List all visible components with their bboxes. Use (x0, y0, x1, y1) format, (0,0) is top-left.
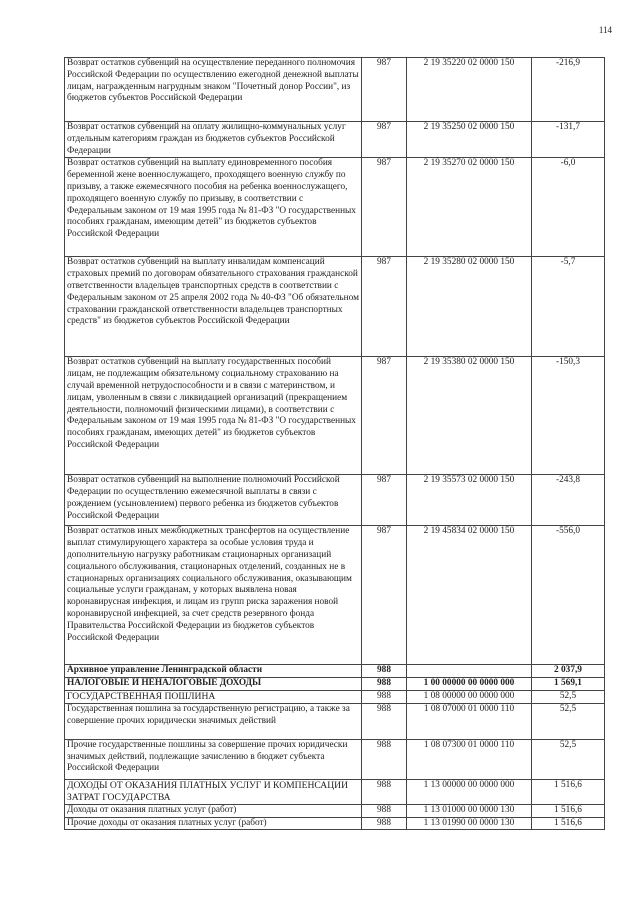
row-admin-code: 987 (362, 58, 407, 122)
row-description: Возврат остатков субвенций на осуществление переданного полномочия Российской Федерации по осуществлению ежегодной денежной выплаты лицам, награжденным нагрудным знаком "Почетный донор России", из бюджетов субъектов Российской Федерации (65, 58, 362, 122)
table-row (65, 817, 605, 830)
table-row (65, 690, 605, 703)
row-budget-code: 1 00 00000 00 0000 000 (407, 678, 532, 691)
row-description: Возврат остатков субвенций на выполнение полномочий Российской Федерации по осуществлению ежемесячной выплаты в связи с рождением (усыновлением) первого ребенка из бюджетов субъектов Российской Федерации (65, 475, 362, 526)
row-admin-code: 988 (362, 739, 407, 779)
row-admin-code: 988 (362, 690, 407, 703)
row-amount: -556,0 (532, 526, 605, 665)
row-budget-code: 1 13 00000 00 0000 000 (407, 779, 532, 804)
row-admin-code: 988 (362, 817, 407, 830)
row-admin-code: 988 (362, 804, 407, 817)
table-row (65, 158, 605, 257)
table-row (65, 779, 605, 804)
row-budget-code: 2 19 35220 02 0000 150 (407, 58, 532, 122)
row-budget-code: 2 19 35380 02 0000 150 (407, 357, 532, 475)
table-row (65, 739, 605, 779)
table-row (65, 703, 605, 739)
row-description: Архивное управление Ленинградской области (65, 665, 362, 678)
row-budget-code: 1 13 01990 00 0000 130 (407, 817, 532, 830)
row-budget-code: 1 08 07300 01 0000 110 (407, 739, 532, 779)
table-row (65, 804, 605, 817)
row-amount: -6,0 (532, 158, 605, 257)
row-amount: -243,8 (532, 475, 605, 526)
table-row (65, 357, 605, 475)
table-row (65, 526, 605, 665)
row-admin-code: 988 (362, 665, 407, 678)
budget-revenue-table (64, 57, 605, 830)
row-budget-code: 2 19 35250 02 0000 150 (407, 122, 532, 158)
row-description: ДОХОДЫ ОТ ОКАЗАНИЯ ПЛАТНЫХ УСЛУГ И КОМПЕНСАЦИИ ЗАТРАТ ГОСУДАРСТВА (65, 779, 362, 804)
row-admin-code: 988 (362, 779, 407, 804)
row-budget-code: 1 08 00000 00 0000 000 (407, 690, 532, 703)
row-budget-code: 2 19 35573 02 0000 150 (407, 475, 532, 526)
row-amount: -5,7 (532, 257, 605, 357)
row-amount: 52,5 (532, 703, 605, 739)
table-row (65, 475, 605, 526)
row-description: Возврат остатков иных межбюджетных трансфертов на осуществление выплат стимулирующего характера за особые условия труда и дополнительную нагрузку работникам стационарных организаций социального обслуживания, стационарных отделений, созданных не в стационарных организациях социального обслуживания, оказывающим социальные услуги гражданам, у которых выявлена новая коронавирусная инфекция, и лицам из групп риска заражения новой коронавирусной инфекцией, за счет средств резервного фонда Правительства Российской Федерации из бюджетов субъектов Российской Федерации (65, 526, 362, 665)
row-amount: 52,5 (532, 690, 605, 703)
table-row (65, 257, 605, 357)
row-description: Государственная пошлина за государственную регистрацию, а также за совершение прочих юридически значимых действий (65, 703, 362, 739)
row-amount: -150,3 (532, 357, 605, 475)
row-amount: -131,7 (532, 122, 605, 158)
row-amount: 1 516,6 (532, 817, 605, 830)
row-description: Доходы от оказания платных услуг (работ) (65, 804, 362, 817)
row-admin-code: 987 (362, 526, 407, 665)
row-amount: -216,9 (532, 58, 605, 122)
row-admin-code: 987 (362, 122, 407, 158)
row-admin-code: 988 (362, 703, 407, 739)
row-description: Возврат остатков субвенций на оплату жилищно-коммунальных услуг отдельным категориям граждан из бюджетов субъектов Российской Федерации (65, 122, 362, 158)
row-amount: 2 037,9 (532, 665, 605, 678)
row-description: Возврат остатков субвенций на выплату инвалидам компенсаций страховых премий по договорам обязательного страхования гражданской ответственности владельцев транспортных средств в соответствии с Федеральным законом от 25 апреля 2002 года № 40-ФЗ "Об обязательном страховании гражданской ответственности владельцев транспортных средств" из бюджетов субъектов Российской Федерации (65, 257, 362, 357)
row-admin-code: 987 (362, 475, 407, 526)
row-amount: 1 516,6 (532, 779, 605, 804)
row-description: ГОСУДАРСТВЕННАЯ ПОШЛИНА (65, 690, 362, 703)
row-budget-code: 1 13 01000 00 0000 130 (407, 804, 532, 817)
row-amount: 52,5 (532, 739, 605, 779)
table-row (65, 122, 605, 158)
row-description: Прочие доходы от оказания платных услуг (работ) (65, 817, 362, 830)
row-description: НАЛОГОВЫЕ И НЕНАЛОГОВЫЕ ДОХОДЫ (65, 678, 362, 691)
row-admin-code: 987 (362, 158, 407, 257)
row-budget-code: 2 19 35280 02 0000 150 (407, 257, 532, 357)
row-budget-code: 2 19 45834 02 0000 150 (407, 526, 532, 665)
row-description: Возврат остатков субвенций на выплату государственных пособий лицам, не подлежащим обязательному социальному страхованию на случай временной нетрудоспособности и в связи с материнством, и лицам, уволенным в связи с ликвидацией организаций (прекращением деятельности, полномочий физическими лицами), в соответствии с Федеральным законом от 19 мая 1995 года № 81-ФЗ "О государственных пособиях гражданам, имеющих детей" из бюджетов субъектов Российской Федерации (65, 357, 362, 475)
table-row-department-header (65, 665, 605, 678)
row-budget-code (407, 665, 532, 678)
row-amount: 1 569,1 (532, 678, 605, 691)
row-amount: 1 516,6 (532, 804, 605, 817)
row-budget-code: 1 08 07000 01 0000 110 (407, 703, 532, 739)
row-admin-code: 987 (362, 257, 407, 357)
table-row (65, 58, 605, 122)
row-admin-code: 988 (362, 678, 407, 691)
row-description: Возврат остатков субвенций на выплату единовременного пособия беременной жене военнослужащего, проходящего военную службу по призыву, а также ежемесячного пособия на ребенка военнослужащего, проходящего военную службу по призыву, в соответствии с Федеральным законом от 19 мая 1995 года № 81-ФЗ "О государственных пособиях гражданам, имеющим детей" из бюджетов субъектов Российской Федерации (65, 158, 362, 257)
table-row-section-total (65, 678, 605, 691)
row-description: Прочие государственные пошлины за совершение прочих юридически значимых действий, подлежащие зачислению в бюджет субъекта Российской Федерации (65, 739, 362, 779)
row-budget-code: 2 19 35270 02 0000 150 (407, 158, 532, 257)
page-number: 114 (598, 25, 612, 35)
row-admin-code: 987 (362, 357, 407, 475)
